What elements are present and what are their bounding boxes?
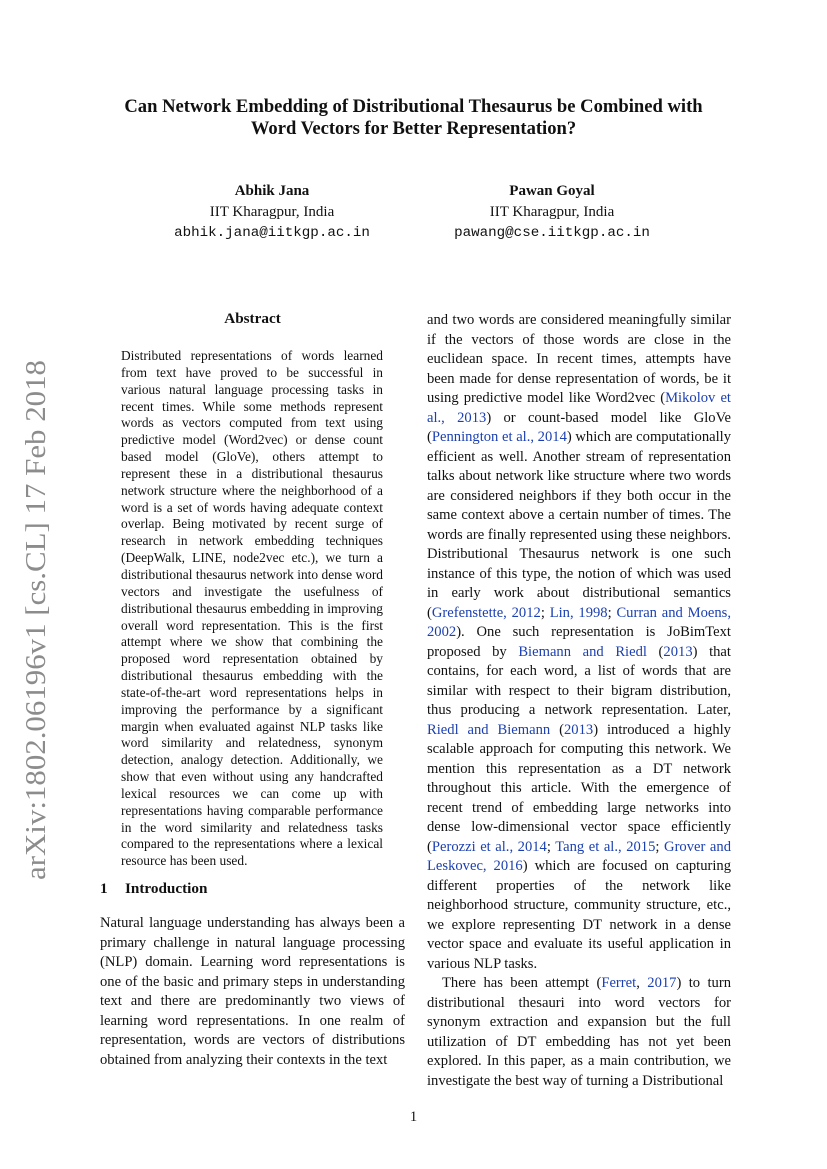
page-number: 1 [409,1109,418,1125]
paper-title-line-2: Word Vectors for Better Representation? [250,118,577,139]
text-run: ; [540,604,550,621]
text-run: There has been attempt ( [442,975,602,991]
citation-link[interactable]: 2017 [647,975,677,991]
citation-link[interactable]: Ferret [601,975,637,991]
arxiv-identifier-stamp [14,360,54,880]
text-run: ) introduced a highly scalable approach for computing this network. We mention this representation as a DT network throughout this article. With the emergence of recent trend of embedding large networks into dense low-dimensional vector space efficiently ( [427,721,731,855]
author-email[interactable]: abhik.jana@iitkgp.ac.in [174,225,370,241]
author-name: Pawan Goyal [509,183,595,199]
section-title: Introduction [125,880,208,897]
citation-link[interactable]: Grover and Leskovec, 2016 [427,838,731,874]
paper-title [90,96,737,140]
text-run: ( [646,643,664,660]
right-paragraph-2 [427,974,731,1091]
citation-link[interactable]: Pennington et al., 2014 [431,429,567,445]
citation-link[interactable]: Lin, 1998 [549,604,608,621]
arxiv-identifier-text: arXiv:1802.06196v1 [cs.CL] 17 Feb 2018 [21,408,52,880]
citation-link[interactable]: Riedl and Biemann [427,721,551,738]
section-number: 1 [100,880,108,897]
text-run: ; [655,838,665,855]
author-block-1 [152,181,392,244]
intro-paragraph-1-text: Natural language understanding has always been a primary challenge in natural language processing (NLP) domain. Learning word representations is one of the basic and primary steps in understanding text and there are predominantly two views of learning word representations. In one realm of representation, words are vectors of distributions obtained from analyzing their contexts in the text [100,915,405,1068]
paper-title-line-1: Can Network Embedding of Distributional Thesaurus be Combined with [124,96,703,117]
text-run: ) that contains, for each word, a list of words that are similar with respect to their bigram distribution, thus producing a network representation. Later, [427,643,731,718]
citation-link[interactable]: Perozzi et al., 2014 [431,838,547,855]
text-run: ) which are focused on capturing different properties of the network like neighborhood structure, community structure, etc., we explore representing DT network in a dense vector space and evaluate its useful application in various NLP tasks. [427,858,732,972]
abstract-body: Distributed representations of words learned from text have proved to be successful in various natural language processing tasks in recent times. While some methods represent words as vectors computed from text using predictive model (Word2vec) or dense count based model (GloVe), others attempt to represent these in a distributional thesaurus network structure where the neighborhood of a word is a set of words having adequate context overlap. Being motivated by recent surge of research in network embedding techniques (DeepWalk, LINE, node2vec etc.), we turn a distributional thesaurus network into dense word vectors and investigate the usefulness of distributional thesaurus embedding in improving overall word representation. This is the first attempt where we show that combining the proposed word representation obtained by distributional thesaurus embedding with the state-of-the-art word representations helps in improving the performance by a significant margin when evaluated against NLP tasks like word similarity and relatedness, synonym detection, analogy detection. Additionally, we show that even without using any handcrafted lexical resources we can come up with representations having comparable performance in the word similarity and relatedness tasks compared to the representations where a lexical resource has been used. [121,348,383,869]
text-run: , [636,975,648,991]
author-email[interactable]: pawang@cse.iitkgp.ac.in [454,225,650,241]
text-run: ) or count-based model like GloVe ( [427,409,732,445]
citation-link[interactable]: Tang et al., 2015 [555,838,656,855]
text-run: ; [546,838,556,855]
right-paragraph-1 [427,311,731,974]
citation-link[interactable]: Curran and Moens, 2002 [427,604,732,640]
author-affiliation: IIT Kharagpur, India [209,204,335,220]
citation-link[interactable]: Mikolov et al., 2013 [427,390,731,426]
author-name: Abhik Jana [234,183,310,199]
section-heading-introduction [100,880,207,898]
citation-link[interactable]: 2013 [564,721,594,738]
abstract-heading: Abstract [224,310,281,327]
author-affiliation: IIT Kharagpur, India [489,204,615,220]
text-run: ). One such representation is JoBimText proposed by [427,624,731,660]
text-run: ) which are computationally efficient as well. Another stream of representation talks about network like structure where two words are considered neighbors if they both occur in the same context above a certain number of times. The words are finally represented using these neighbors. Distributional Thesaurus network is one such instance of this type, the notion of which was used in early work about distributional semantics ( [427,429,732,621]
citation-link[interactable]: 2013 [663,643,693,660]
text-run: ) to turn distributional thesauri into word vectors for synonym extraction and expansion but the full utilization of DT embedding has not yet been explored. In this paper, as a main contribution, we investigate the best way of turning a Distributional [427,975,732,1089]
text-run: and two words are considered meaningfully similar if the vectors of those words are close in the euclidean space. In recent times, attempts have been made for dense representation of words, be it using predictive model like Word2vec ( [427,312,731,406]
citation-link[interactable]: Biemann and Riedl [518,643,647,660]
citation-link[interactable]: Grefenstette, 2012 [431,604,541,621]
author-block-2 [432,181,672,244]
intro-paragraph-1 [100,914,405,1070]
right-column [427,311,731,1091]
text-run: ( [550,721,564,738]
text-run: ; [607,604,617,621]
